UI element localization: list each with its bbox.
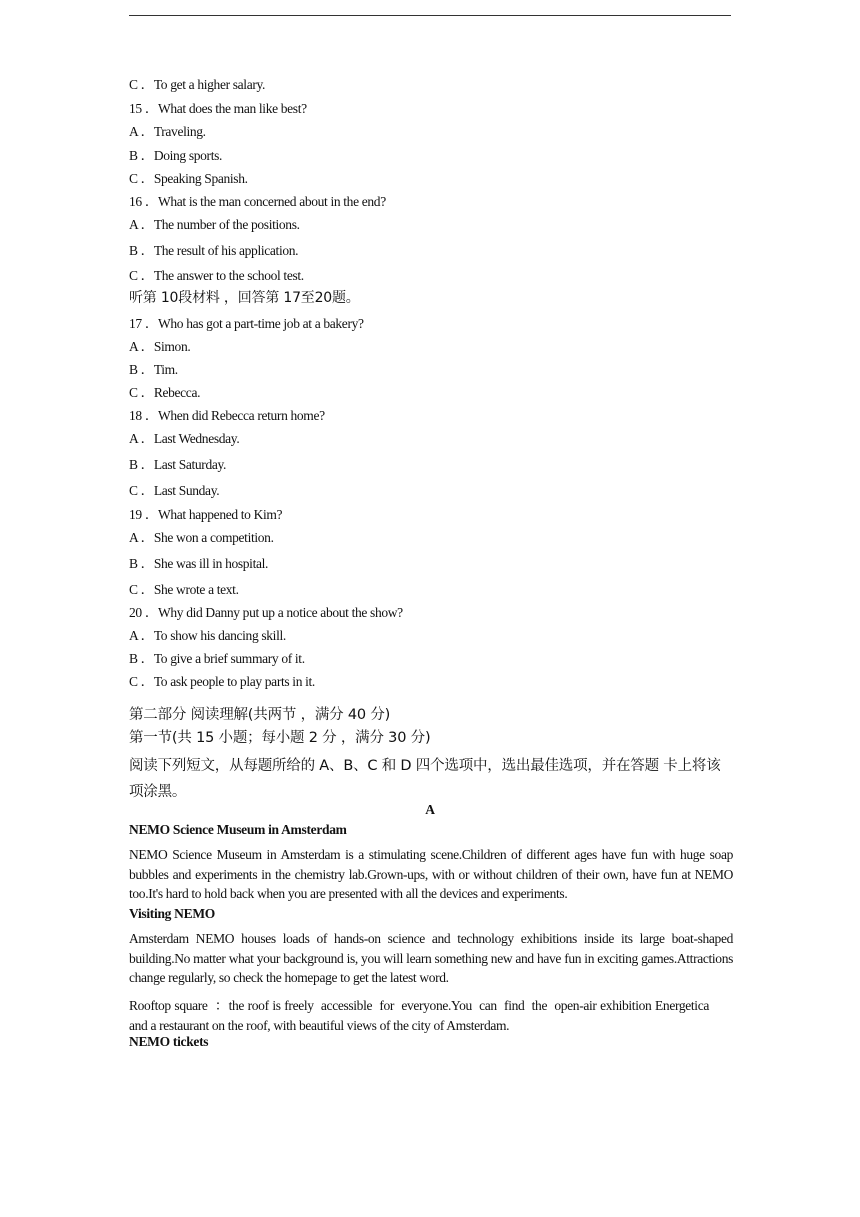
q20-option-c: C ．To ask people to play parts in it.: [129, 674, 315, 689]
q15-option-b: B ．Doing sports.: [129, 148, 223, 163]
q18-option-c: C ．Last Sunday.: [129, 483, 220, 498]
q20-option-a: A ．To show his dancing skill.: [129, 628, 286, 643]
part2-section1: 第一节(共 15 小题；每小题 2 分 ，满分 30 分): [129, 730, 431, 746]
q17-option-c: C ．Rebecca.: [129, 385, 201, 400]
q17-option-a: A ．Simon.: [129, 339, 191, 354]
q19-option-c: C ．She wrote a text.: [129, 582, 239, 597]
q20-option-b: B ．To give a brief summary of it.: [129, 651, 305, 666]
q18-option-b: B ．Last Saturday.: [129, 457, 227, 472]
q16-option-b: B ．The result of his application.: [129, 243, 299, 258]
q15-option-a: A ．Traveling.: [129, 124, 206, 139]
q17-stem: 17 ．Who has got a part-time job at a bakery?: [129, 316, 364, 331]
passage-paragraph-1: NEMO Science Museum in Amsterdam is a stimulating scene.Children of different ages have fun with huge soap bubbles and experiments in the chemistry lab.Grown-ups, with or without children of their own, have fun at NEMO too.It's hard to hold back when you are presented with all the devices and experiments.: [129, 847, 733, 901]
section-heading-tickets: NEMO tickets: [129, 1034, 209, 1049]
q15-stem: 15 ．What does the man like best?: [129, 101, 307, 116]
q18-option-a: A ．Last Wednesday.: [129, 431, 240, 446]
passage-label: A: [425, 802, 435, 817]
q16-option-c: C ．The answer to the school test.: [129, 268, 304, 283]
q20-stem: 20 ．Why did Danny put up a notice about the show?: [129, 605, 403, 620]
q16-option-a: A ．The number of the positions.: [129, 217, 300, 232]
q15-option-c: C ．Speaking Spanish.: [129, 171, 248, 186]
section10-heading: 听第 10段材料 ，回答第 17至20题。: [129, 290, 360, 306]
q19-stem: 19 ．What happened to Kim?: [129, 507, 283, 522]
q14-option-c: C ．To get a higher salary.: [129, 77, 266, 92]
q18-stem: 18 ．When did Rebecca return home?: [129, 408, 325, 423]
q19-option-a: A ．She won a competition.: [129, 530, 274, 545]
q16-stem: 16 ．What is the man concerned about in the end?: [129, 194, 386, 209]
part2-title: 第二部分 阅读理解(共两节 ，满分 40 分): [129, 707, 391, 723]
passage-paragraph-2: Amsterdam NEMO houses loads of hands-on science and technology exhibitions inside its large boat-shaped building.No matter what your background is, you will learn something new and have fun in exciting games.Attractions change regularly, so check the homepage to get the latest word.: [129, 931, 733, 985]
section-heading-visiting: Visiting NEMO: [129, 906, 215, 921]
part2-instruction: 阅读下列短文，从每题所给的 A、B、C 和 D 四个选项中，选出最佳选项，并在答题 卡上将该项涂黑。: [129, 758, 721, 800]
q19-option-b: B ．She was ill in hospital.: [129, 556, 269, 571]
passage-paragraph-3: Rooftop square ：the roof is freely accessible for everyone.You can find the open-air exhibition Energetica and a restaurant on the roof, with beautiful views of the city of Amsterdam.: [129, 998, 713, 1033]
header-rule: [129, 15, 731, 16]
q17-option-b: B ．Tim.: [129, 362, 178, 377]
passage-heading: NEMO Science Museum in Amsterdam: [129, 822, 347, 837]
